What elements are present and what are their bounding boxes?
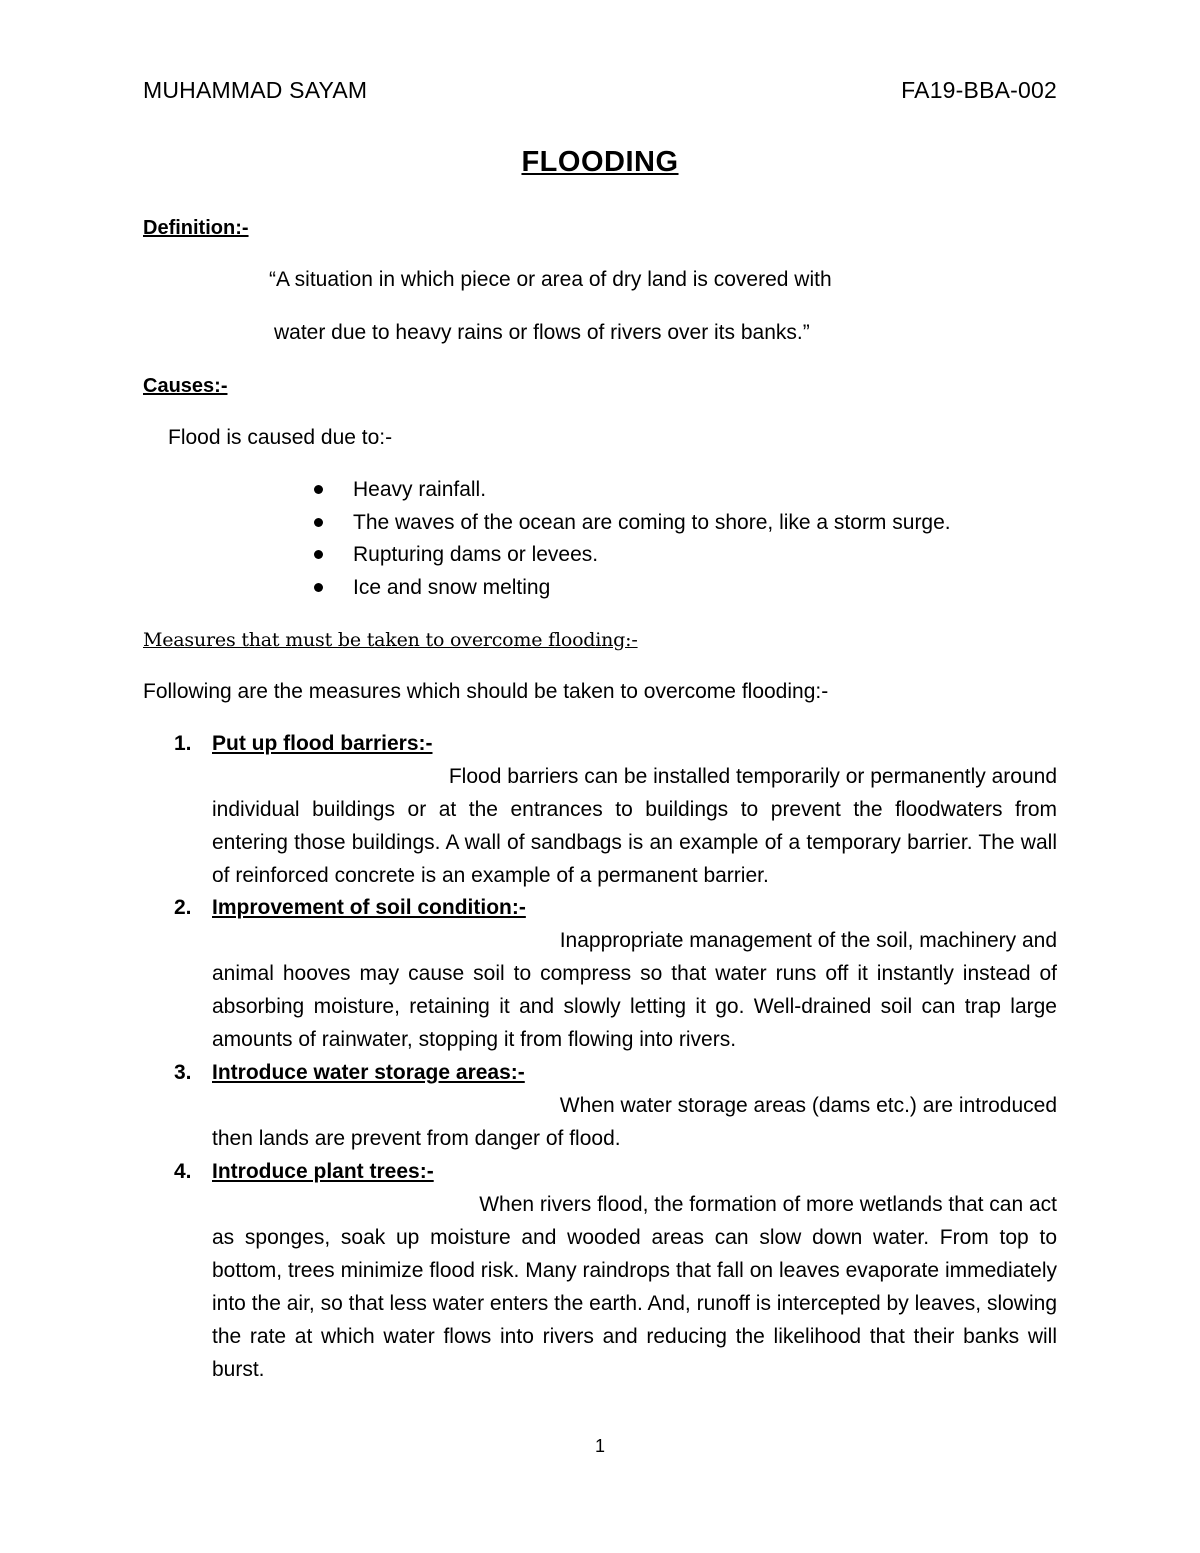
measure-item <box>174 1155 1057 1386</box>
measure-item <box>174 727 1057 892</box>
measure-number: 1. <box>174 732 192 755</box>
list-item <box>314 506 951 539</box>
causes-intro: Flood is caused due to:- <box>168 426 393 449</box>
measure-title: Improvement of soil condition:- <box>212 896 526 919</box>
bullet-icon <box>314 550 323 559</box>
measure-text: then lands are prevent from danger of flood. <box>212 1127 621 1150</box>
measures-heading: Measures that must be taken to overcome flooding:- <box>143 629 638 651</box>
bullet-icon <box>314 583 323 592</box>
measure-first-line: Flood barriers can be installed temporarily or permanently around <box>448 765 1057 788</box>
measure-text: animal hooves may cause soil to compress so that water runs off it instantly instead of absorbing moisture, retaining it and slowly letting it go. Well-drained soil can trap large amounts of rainwater, stopping it from flowing into rivers. <box>212 962 1057 1051</box>
bullet-icon <box>314 485 323 494</box>
measure-title: Put up flood barriers:- <box>212 732 433 755</box>
definition-quote-line-1: “A situation in which piece or area of dry land is covered with <box>269 268 832 291</box>
definition-heading: Definition:- <box>143 217 249 239</box>
measure-text: as sponges, soak up moisture and wooded areas can slow down water. From top to bottom, trees minimize flood risk. Many raindrops that fall on leaves evaporate immediately into the air, so that less water enters the earth. And, runoff is intercepted by leaves, slowing the rate at which water flows into rivers and reducing the likelihood that their banks will burst. <box>212 1226 1057 1381</box>
measure-body <box>212 760 1057 892</box>
measure-first-line: When water storage areas (dams etc.) are introduced <box>559 1094 1057 1117</box>
measure-body <box>212 1089 1057 1155</box>
measures-intro: Following are the measures which should be taken to overcome flooding:- <box>143 680 829 703</box>
header-student-id: FA19-BBA-002 <box>901 77 1057 103</box>
page-number: 1 <box>594 1436 605 1456</box>
measure-body <box>212 924 1057 1056</box>
cause-text: Heavy rainfall. <box>353 478 487 501</box>
measure-item <box>174 891 1057 1056</box>
measure-first-line: Inappropriate management of the soil, machinery and <box>559 929 1057 952</box>
bullet-icon <box>314 518 323 527</box>
measure-body <box>212 1188 1057 1386</box>
measure-first-line: When rivers flood, the formation of more wetlands that can act <box>479 1193 1057 1216</box>
page-title: FLOODING <box>521 146 679 178</box>
list-item <box>314 538 951 571</box>
measure-number: 3. <box>174 1061 192 1084</box>
cause-text: Ice and snow melting <box>353 575 551 599</box>
measure-number: 4. <box>174 1160 192 1183</box>
list-item <box>314 571 951 604</box>
measure-title: Introduce plant trees:- <box>212 1160 434 1183</box>
measure-item <box>174 1056 1057 1155</box>
cause-text: Rupturing dams or levees. <box>353 543 599 566</box>
list-item <box>314 473 951 506</box>
header-author: MUHAMMAD SAYAM <box>143 77 368 103</box>
measure-text: individual buildings or at the entrances to buildings to prevent the floodwaters from entering those buildings. A wall of sandbags is an example of a temporary barrier. The wall of reinforced concrete is an example of a permanent barrier. <box>212 798 1057 887</box>
cause-text: The waves of the ocean are coming to shore, like a storm surge. <box>353 510 951 534</box>
causes-list <box>314 473 951 603</box>
causes-heading: Causes:- <box>143 375 228 397</box>
definition-quote-line-2: water due to heavy rains or flows of rivers over its banks.” <box>274 321 810 344</box>
measure-title: Introduce water storage areas:- <box>212 1061 525 1084</box>
measure-number: 2. <box>174 896 192 919</box>
